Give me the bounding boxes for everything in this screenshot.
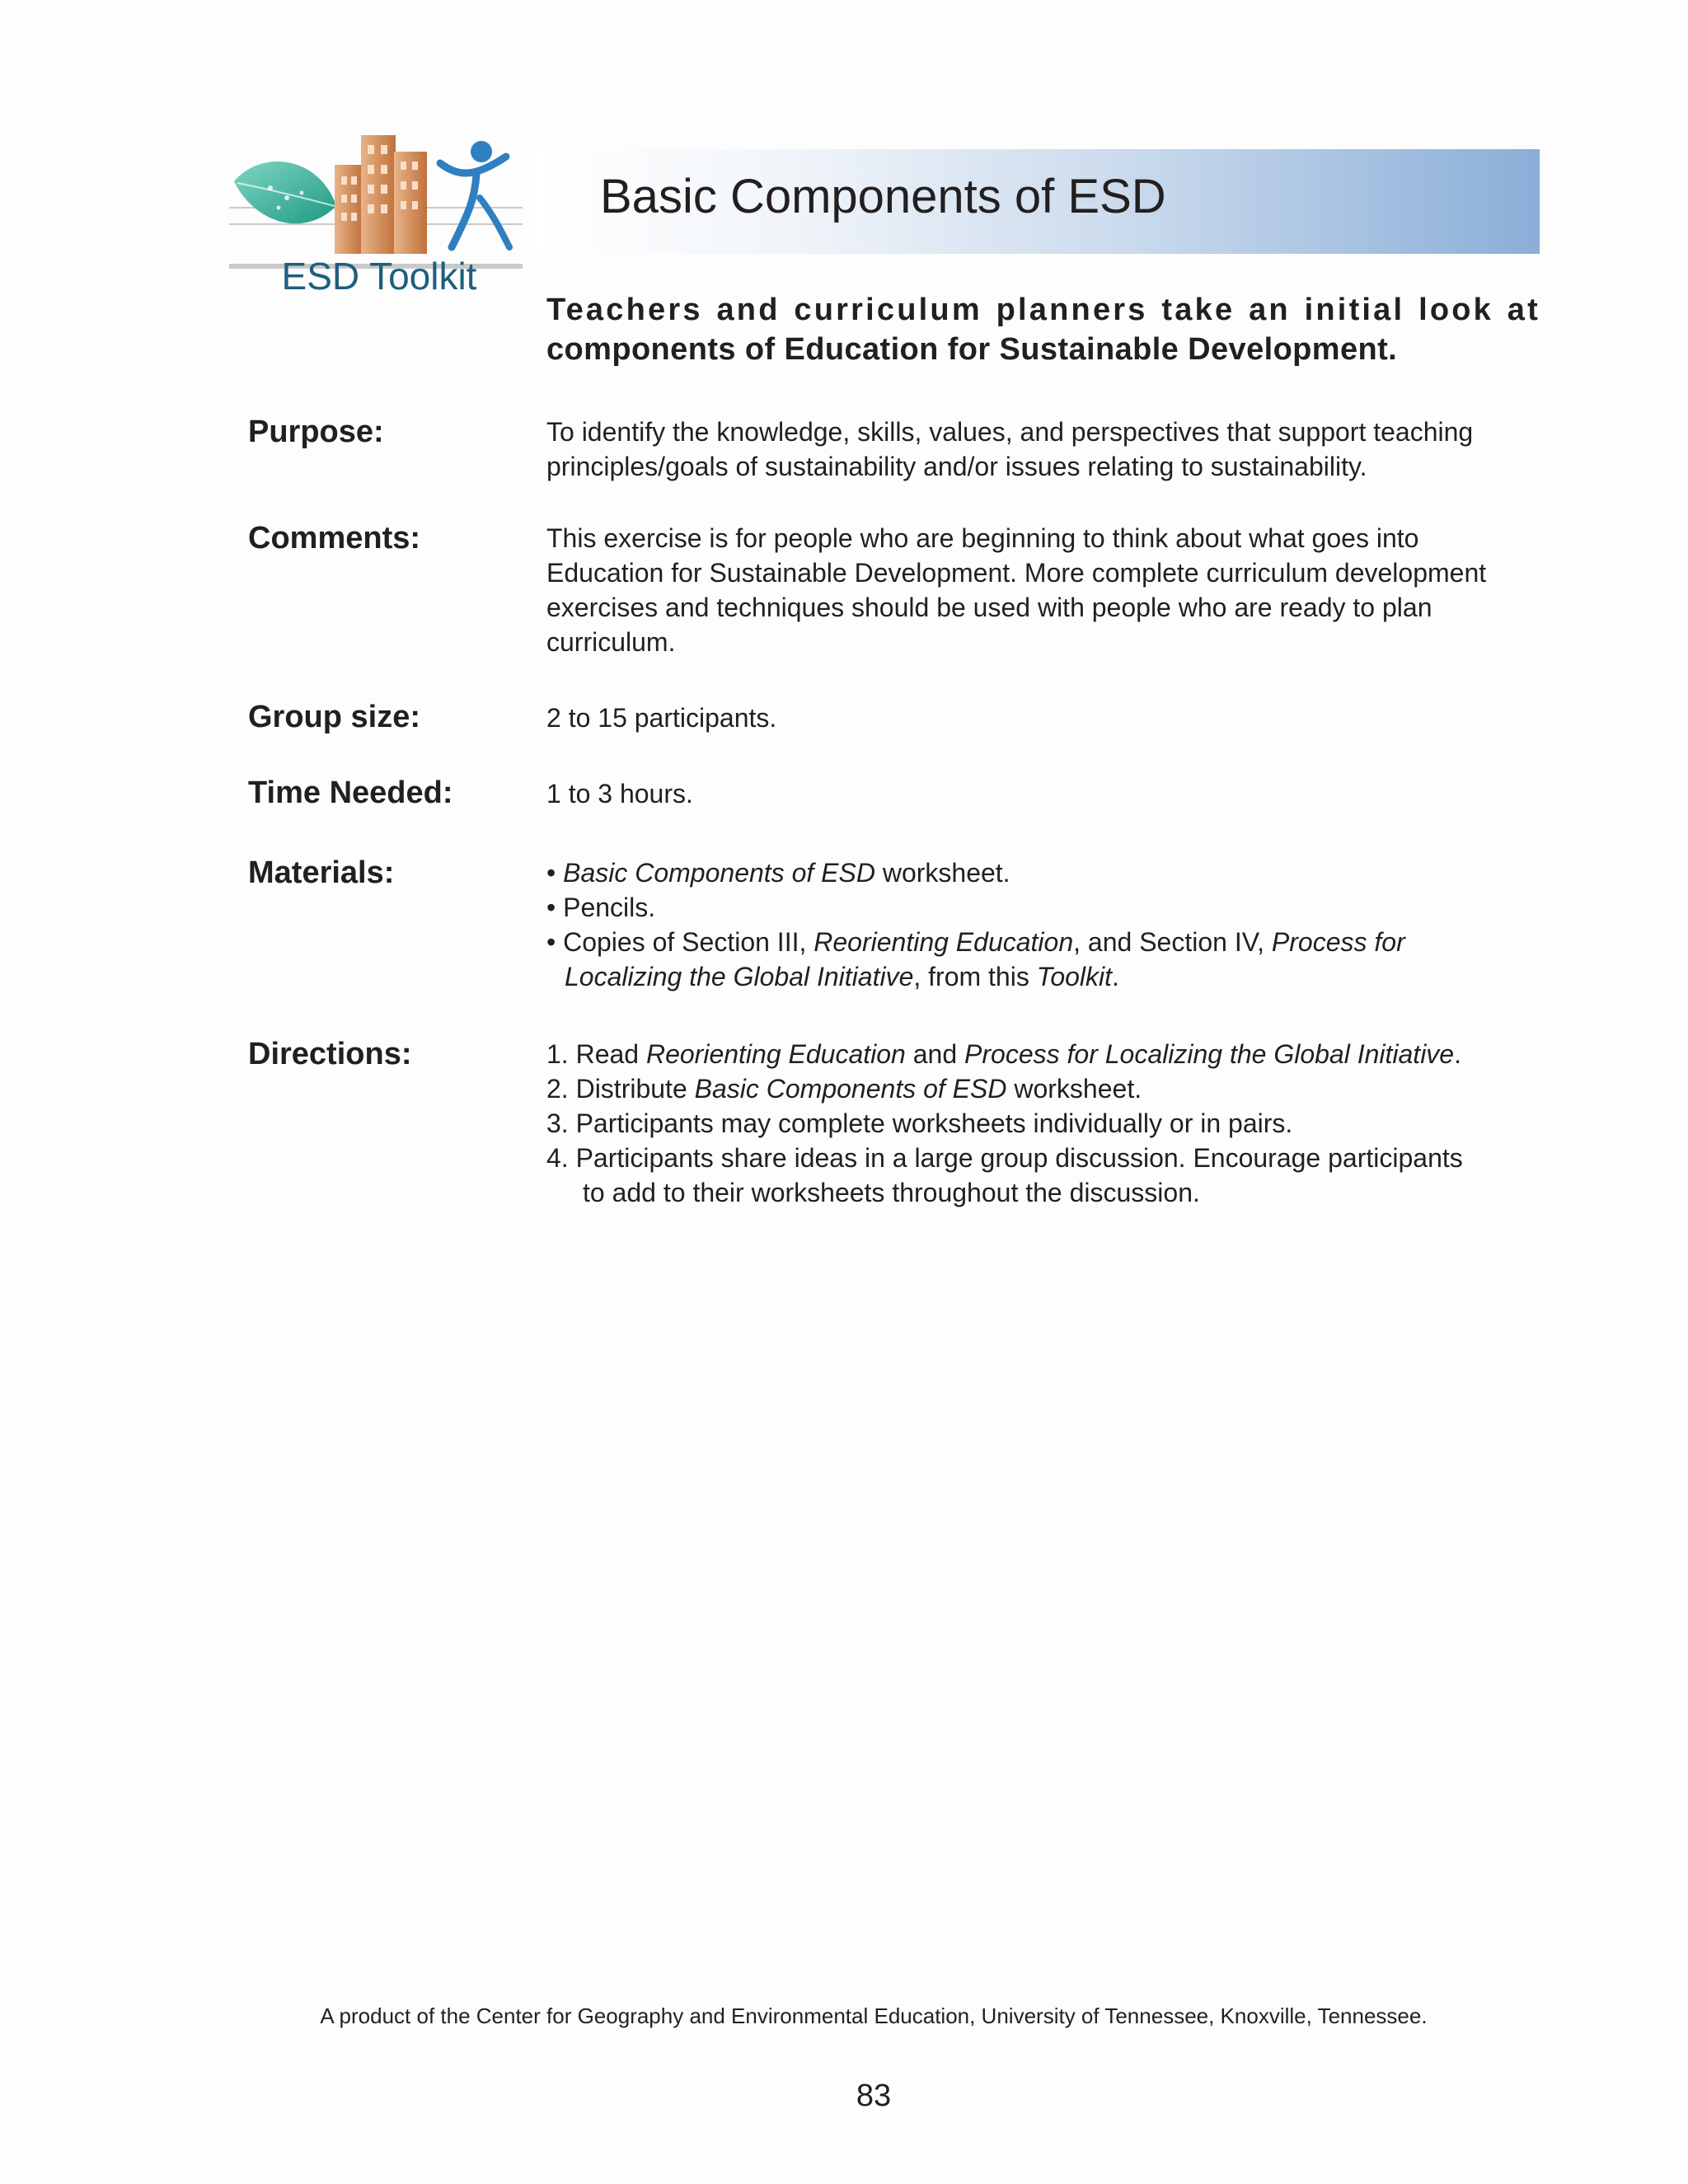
step-text-continued: to add to their worksheets throughout the discussion. (583, 1178, 1200, 1207)
direction-step: 3. Participants may complete worksheets individually or in pairs. (546, 1108, 1293, 1138)
leaf-icon (234, 162, 336, 223)
materials-item3-title: Localizing the Global Initiative (565, 962, 914, 991)
directions-label: Directions: (248, 1037, 412, 1071)
comments-text (546, 521, 1552, 659)
materials-item1-rest: worksheet. (874, 858, 1010, 888)
materials-item3-text: Copies of Section III, (563, 927, 814, 957)
step-text: worksheet. (1006, 1074, 1142, 1104)
comments-line: Education for Sustainable Development. More complete curriculum development (546, 558, 1487, 588)
list-item: • Basic Components of ESD worksheet. (546, 858, 1010, 888)
purpose-line: principles/goals of sustainability and/or issues relating to sustainability. (546, 452, 1367, 481)
list-item-continued (546, 959, 1552, 994)
step-title: Reorienting Education (645, 1039, 906, 1069)
time-needed-label: Time Needed: (248, 776, 453, 810)
materials-list (546, 855, 1552, 994)
comments-label: Comments: (248, 521, 421, 555)
time-needed-text: 1 to 3 hours. (546, 779, 693, 808)
materials-item3-text: . (1112, 962, 1119, 991)
materials-item3-title: Process for (1271, 927, 1405, 957)
step-text: 1. Read (546, 1039, 646, 1069)
purpose-line: To identify the knowledge, skills, values, and perspectives that support teaching (546, 417, 1474, 447)
materials-item3-title: Toolkit (1036, 962, 1113, 991)
group-size-label: Group size: (248, 700, 421, 734)
direction-step (546, 1071, 1552, 1106)
step-text: and (905, 1039, 965, 1069)
footer-credit: A product of the Center for Geography and Environmental Education, University of Tennessee, Knoxville, Tennessee. (320, 2004, 1428, 2028)
step-text: . (1454, 1039, 1461, 1069)
materials-item2: Pencils. (563, 893, 656, 922)
group-size-text: 2 to 15 participants. (546, 703, 777, 733)
direction-step (546, 1037, 1552, 1071)
subtitle-line: components of Education for Sustainable Development. (546, 332, 1398, 367)
subtitle (546, 290, 1540, 369)
step-title: Basic Components of ESD (694, 1074, 1007, 1104)
buildings-icon (335, 135, 427, 254)
directions-list (546, 1037, 1552, 1210)
materials-item1-title: Basic Components of ESD (563, 858, 875, 888)
materials-label: Materials: (248, 855, 395, 890)
materials-item3-title: Reorienting Education (814, 927, 1074, 957)
materials-item3-text: , from this (913, 962, 1037, 991)
comments-line: exercises and techniques should be used with people who are ready to plan (546, 593, 1432, 622)
comments-line: curriculum. (546, 627, 676, 657)
person-figure-icon (440, 141, 509, 247)
direction-step (546, 1141, 1552, 1210)
logo-text: ESD Toolkit (281, 255, 477, 298)
comments-line: This exercise is for people who are beginning to think about what goes into (546, 523, 1419, 553)
step-text: 2. Distribute (546, 1074, 695, 1104)
materials-item3-text: , and Section IV, (1073, 927, 1272, 957)
purpose-label: Purpose: (248, 415, 384, 449)
purpose-text (546, 415, 1552, 484)
subtitle-line: Teachers and curriculum planners take an initial look at (546, 293, 1540, 327)
list-item: • Copies of Section III, Reorienting Education, and Section IV, Process for (546, 927, 1405, 957)
step-title: Process for Localizing the Global Initiative (964, 1039, 1455, 1069)
step-text: 4. Participants share ideas in a large group discussion. Encourage participants (546, 1143, 1463, 1173)
page-title: Basic Components of ESD (600, 170, 1166, 223)
page-number: 83 (856, 2079, 892, 2113)
list-item: • Pencils. (546, 893, 656, 922)
